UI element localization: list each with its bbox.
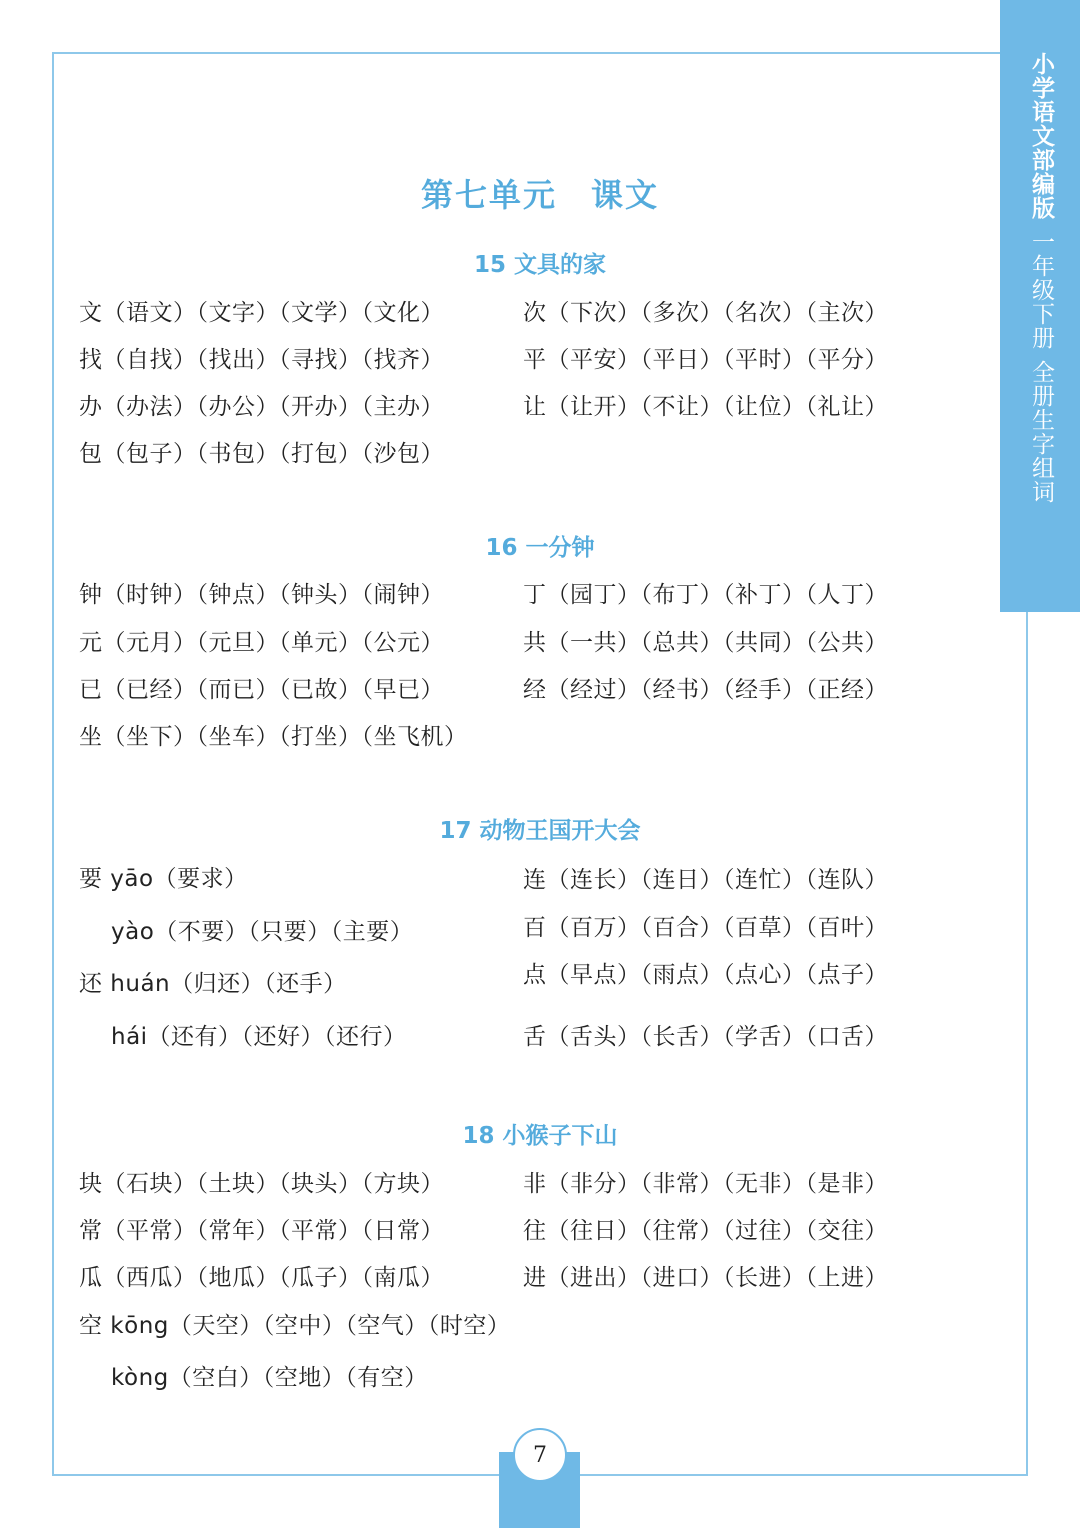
lesson-18-title: 18 小猴子下山 (462, 1123, 618, 1149)
word-row: 经（经过）（经书）（经手）（正经） (523, 677, 888, 703)
word-row: 瓜（西瓜）（地瓜）（瓜子）（南瓜） (79, 1265, 444, 1291)
word-row: 往（往日）（往常）（过往）（交往） (523, 1218, 888, 1244)
side-tab-grade: 一年级下册 (1028, 230, 1054, 350)
word-row: 让（让开）（不让）（让位）（礼让） (523, 394, 888, 420)
word-row: 块（石块）（土块）（块头）（方块） (79, 1171, 444, 1197)
word-row: 共（一共）（总共）（共同）（公共） (523, 630, 888, 656)
word-row: 还 huán（归还）（还手） (79, 971, 347, 997)
word-row: 要 yāo（要求） (79, 866, 248, 892)
word-row: 找（自找）（找出）（寻找）（找齐） (79, 347, 444, 373)
word-row: 舌（舌头）（长舌）（学舌）（口舌） (523, 1024, 888, 1050)
word-row: 空 kōng（天空）（空中）（空气）（时空） (79, 1313, 511, 1339)
lesson-16-title: 16 一分钟 (485, 535, 595, 561)
word-row: 文（语文）（文字）（文学）（文化） (79, 300, 444, 326)
word-row: 进（进出）（进口）（长进）（上进） (523, 1265, 888, 1291)
unit-title: 第七单元 课文 (420, 176, 659, 214)
page-number: 7 (513, 1428, 567, 1482)
side-tab (1000, 0, 1080, 612)
lesson-17-title: 17 动物王国开大会 (439, 818, 641, 844)
word-row: 办（办法）（办公）（开办）（主办） (79, 394, 444, 420)
side-tab-series: 小学语文部编版 (1028, 52, 1054, 220)
word-row: 连（连长）（连日）（连忙）（连队） (523, 867, 888, 893)
word-row: 非（非分）（非常）（无非）（是非） (523, 1171, 888, 1197)
word-row: kòng（空白）（空地）（有空） (111, 1365, 428, 1391)
side-tab-content: 全册生字组词 (1028, 360, 1054, 504)
word-row: 常（平常）（常年）（平常）（日常） (79, 1218, 444, 1244)
word-row: 元（元月）（元旦）（单元）（公元） (79, 630, 444, 656)
word-row: 包（包子）（书包）（打包）（沙包） (79, 441, 444, 467)
word-row: hái（还有）（还好）（还行） (111, 1024, 407, 1050)
word-row: 百（百万）（百合）（百草）（百叶） (523, 915, 888, 941)
word-row: 点（早点）（雨点）（点心）（点子） (523, 962, 888, 988)
word-row: yào（不要）（只要）（主要） (111, 919, 414, 945)
word-row: 坐（坐下）（坐车）（打坐）（坐飞机） (79, 724, 468, 750)
word-row: 丁（园丁）（布丁）（补丁）（人丁） (523, 582, 888, 608)
word-row: 次（下次）（多次）（名次）（主次） (523, 300, 888, 326)
word-row: 平（平安）（平日）（平时）（平分） (523, 347, 888, 373)
word-row: 钟（时钟）（钟点）（钟头）（闹钟） (79, 582, 444, 608)
lesson-15-title: 15 文具的家 (473, 252, 606, 278)
word-row: 已（已经）（而已）（已故）（早已） (79, 677, 444, 703)
